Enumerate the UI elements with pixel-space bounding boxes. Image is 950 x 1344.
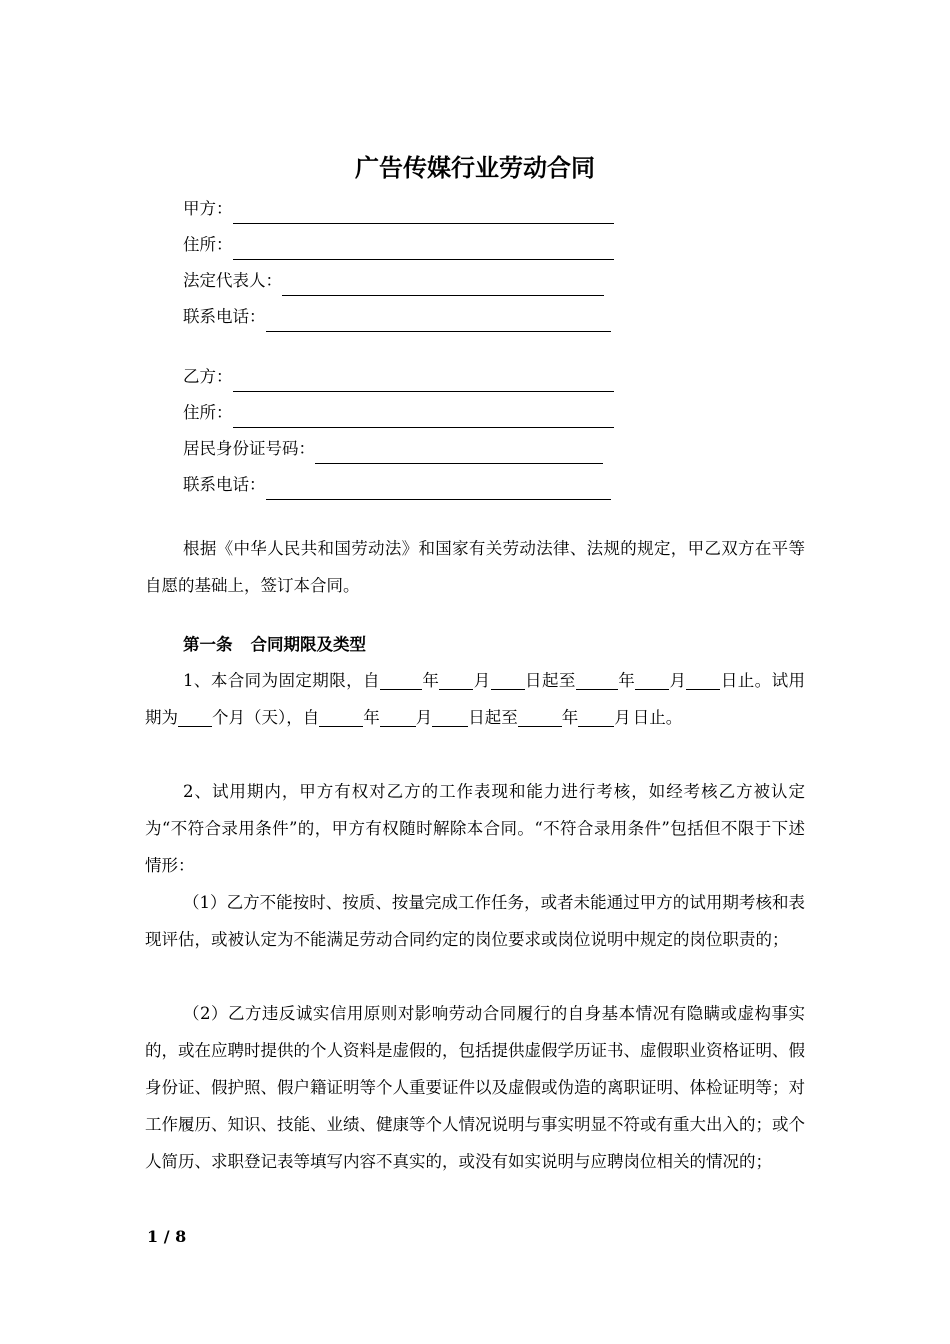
party-b-name-field — [183, 366, 614, 392]
day-from-label: 日起至 — [468, 708, 518, 727]
year-label: 年 — [363, 708, 380, 727]
clause-1-paragraph — [145, 662, 805, 736]
party-a-phone-label: 联系电话： — [183, 307, 266, 326]
party-a-rep-blank[interactable] — [282, 275, 604, 296]
item-2-paragraph: （2）乙方违反诚实信用原则对影响劳动合同履行的自身基本情况有隐瞒或虚构事实的，或在应聘时提供的个人资料是虚假的，包括提供虚假学历证书、虚假职业资格证明、假身份证、假护照、假户籍证明等个人重要证件以及虚假或伪造的离职证明、体检证明等；对工作履历、知识、技能、业绩、健康等个人情况说明与事实明显不符或有重大出入的；或个人简历、求职登记表等填写内容不真实的，或没有如实说明与应聘岗位相关的情况的； — [145, 1004, 805, 1171]
party-b-address-label: 住所： — [183, 403, 233, 422]
item-1-paragraph: （1）乙方不能按时、按质、按量完成工作任务，或者未能通过甲方的试用期考核和表现评估，或被认定为不能满足劳动合同约定的岗位要求或岗位说明中规定的岗位职责的； — [145, 893, 805, 949]
party-b-name-blank[interactable] — [233, 371, 614, 392]
year-label: 年 — [421, 671, 440, 690]
party-a-address-field — [183, 234, 614, 260]
probation-start-month-blank[interactable] — [380, 704, 416, 727]
contract-end-year-blank[interactable] — [576, 667, 618, 690]
party-a-phone-blank[interactable] — [266, 311, 611, 332]
probation-text: 试用期为 — [145, 671, 806, 727]
party-b-phone-blank[interactable] — [266, 479, 611, 500]
probation-start-day-blank[interactable] — [432, 704, 468, 727]
contract-start-year-blank[interactable] — [380, 667, 422, 690]
party-a-rep-label: 法定代表人： — [183, 271, 282, 290]
month-label: 月 — [669, 671, 687, 690]
year-label: 年 — [617, 671, 636, 690]
party-a-phone-field — [183, 306, 611, 332]
party-a-name-field — [183, 198, 614, 224]
party-a-name-blank[interactable] — [233, 203, 614, 224]
clause-1-text-start: 1、本合同为固定期限，自 — [183, 671, 380, 690]
contract-end-month-blank[interactable] — [635, 667, 669, 690]
party-a-address-blank[interactable] — [233, 239, 614, 260]
page-number: 1 / 8 — [147, 1227, 187, 1246]
probation-end-year-blank[interactable] — [518, 704, 562, 727]
contract-start-month-blank[interactable] — [439, 667, 473, 690]
party-a-name-label: 甲方： — [183, 199, 233, 218]
article-1-title: 合同期限及类型 — [250, 635, 366, 654]
contract-end-day-blank[interactable] — [686, 667, 720, 690]
intro-paragraph: 根据《中华人民共和国劳动法》和国家有关劳动法律、法规的规定，甲乙双方在平等自愿的基础上，签订本合同。 — [145, 539, 805, 595]
party-b-phone-label: 联系电话： — [183, 475, 266, 494]
month-label: 月 — [614, 708, 631, 727]
month-label: 月 — [415, 708, 433, 727]
party-b-name-label: 乙方： — [183, 367, 233, 386]
party-b-phone-field — [183, 474, 611, 500]
article-1-heading — [183, 632, 366, 658]
party-b-address-blank[interactable] — [233, 407, 614, 428]
party-a-rep-field — [183, 270, 604, 296]
month-label: 月 — [473, 671, 491, 690]
year-label: 年 — [561, 708, 579, 727]
probation-unit-text: 个月（天），自 — [212, 708, 320, 727]
document-title: 广告传媒行业劳动合同 — [355, 154, 595, 182]
day-from-label: 日起至 — [524, 671, 576, 690]
clause-2-paragraph: 2、试用期内，甲方有权对乙方的工作表现和能力进行考核，如经考核乙方被认定为“不符合录用条件”的，甲方有权随时解除本合同。“不符合录用条件”包括但不限于下述情形： — [145, 782, 805, 875]
party-a-address-label: 住所： — [183, 235, 233, 254]
party-b-id-blank[interactable] — [315, 443, 603, 464]
contract-start-day-blank[interactable] — [491, 667, 525, 690]
day-end-label: 日止。 — [720, 671, 772, 690]
probation-start-year-blank[interactable] — [319, 704, 363, 727]
party-b-id-label: 居民身份证号码： — [183, 439, 315, 458]
probation-length-blank[interactable] — [178, 704, 212, 727]
day-end-label: 日止。 — [632, 708, 683, 727]
party-b-address-field — [183, 402, 614, 428]
party-b-id-field — [183, 438, 603, 464]
article-1-number: 第一条 — [183, 635, 233, 654]
probation-end-month-blank[interactable] — [578, 704, 614, 727]
